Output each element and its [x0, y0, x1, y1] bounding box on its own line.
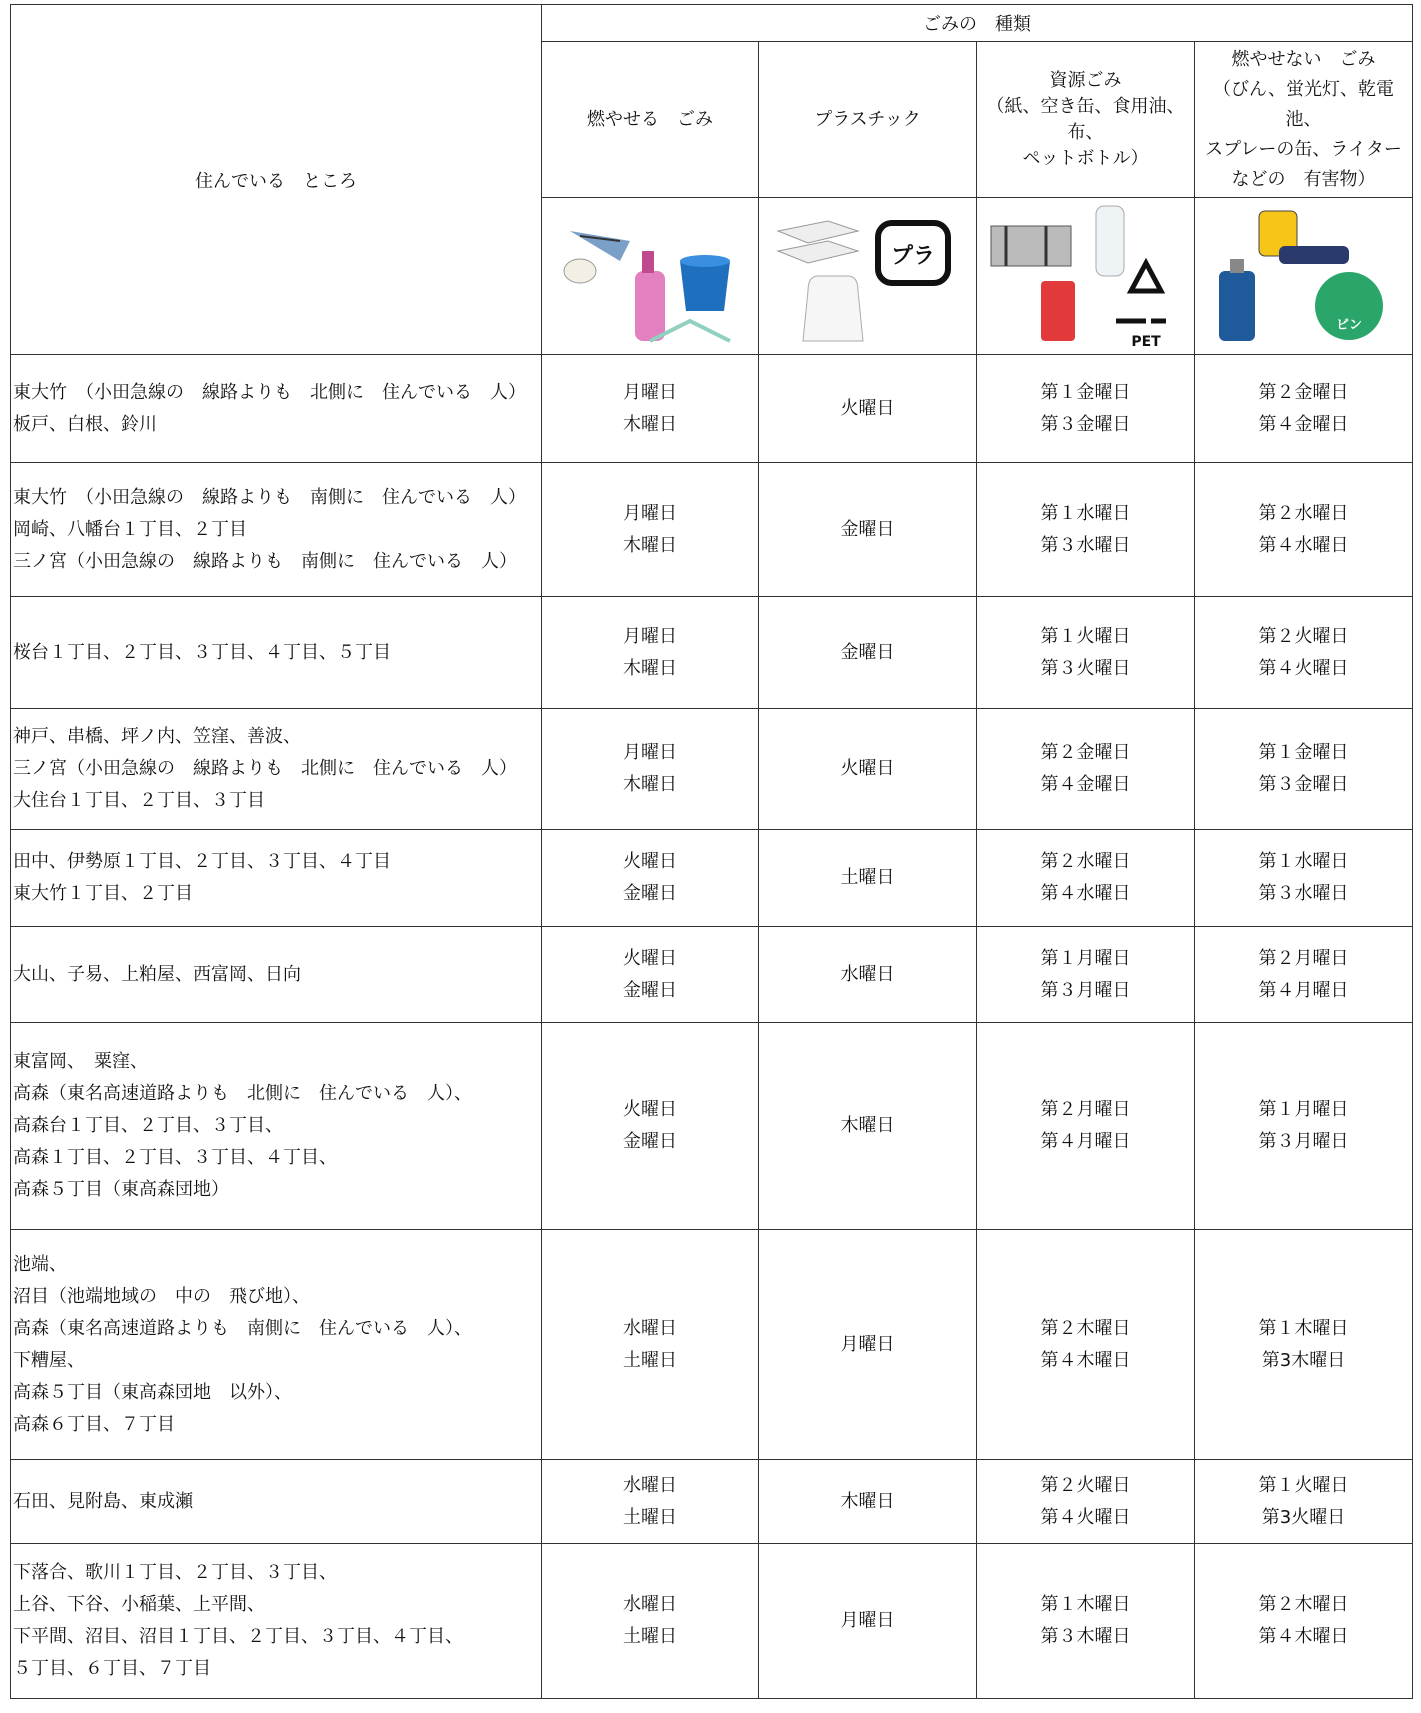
cell-text: 木曜日 — [623, 534, 677, 556]
burnable-day-cell — [542, 830, 759, 927]
table-row — [11, 1544, 1413, 1699]
cell-text: 桜台１丁目、２丁目、３丁目、４丁目、５丁目 — [13, 641, 391, 663]
cell-text: 木曜日 — [623, 657, 677, 679]
table-row — [11, 927, 1413, 1023]
resource-day-cell — [977, 709, 1195, 830]
cell-text: 土曜日 — [840, 867, 895, 888]
cell-text: 第３金曜日 — [1040, 413, 1131, 435]
cell-text: 第４月曜日 — [1040, 1131, 1131, 1152]
nonburnable-illustration — [1195, 198, 1413, 355]
table-row — [11, 1460, 1413, 1544]
plastic-day-cell — [759, 597, 977, 709]
cell-text: 第１水曜日 — [1258, 851, 1349, 872]
cell-text: 月曜日 — [840, 1610, 895, 1631]
cell-text: 高森（東名高速道路よりも 南側に 住んでいる 人）、 — [13, 1317, 472, 1339]
category-label: 燃やせない ごみ — [1231, 48, 1376, 70]
resource-illustration — [977, 198, 1195, 355]
cell-text: 第４月曜日 — [1258, 979, 1349, 1001]
nonburnable-items-icon — [1204, 201, 1404, 351]
cell-text: 水曜日 — [623, 1474, 677, 1496]
nonburnable-day-cell — [1195, 1460, 1413, 1544]
category-sub: スプレーの缶、ライター — [1205, 138, 1402, 160]
cell-text: 金曜日 — [623, 979, 677, 1001]
cell-text: 岡崎、八幡台１丁目、２丁目 — [13, 518, 247, 540]
cell-text: 池端、 — [13, 1253, 67, 1275]
resource-day-cell — [977, 463, 1195, 597]
cell-text: 下平間、沼目、沼目１丁目、２丁目、３丁目、４丁目、 — [13, 1626, 463, 1647]
cell-text: 第１水曜日 — [1040, 502, 1131, 524]
cell-text: 神戸、串橋、坪ノ内、笠窪、善波、 — [13, 726, 301, 747]
table-row — [11, 1230, 1413, 1460]
cell-text: 第２金曜日 — [1040, 742, 1131, 763]
table-row — [11, 597, 1413, 709]
area-cell — [11, 927, 542, 1023]
nonburnable-day-cell — [1195, 463, 1413, 597]
cell-text: 上谷、下谷、小稲葉、上平間、 — [13, 1594, 265, 1615]
cell-text: 三ノ宮（小田急線の 線路よりも 南側に 住んでいる 人） — [13, 550, 517, 572]
table-row — [11, 463, 1413, 597]
resource-day-cell — [977, 355, 1195, 463]
cell-text: 下落合、歌川１丁目、２丁目、３丁目、 — [13, 1562, 337, 1583]
cell-text: 水曜日 — [623, 1594, 677, 1615]
table-row — [11, 830, 1413, 927]
burnable-day-cell — [542, 597, 759, 709]
cell-text: 第１金曜日 — [1040, 381, 1131, 403]
cell-text: 東富岡、 粟窪、 — [13, 1051, 148, 1072]
garbage-schedule-table — [10, 4, 1413, 1699]
cell-text: 高森６丁目、７丁目 — [13, 1413, 175, 1435]
cell-text: 火曜日 — [840, 397, 895, 419]
cell-text: ５丁目、６丁目、７丁目 — [13, 1658, 211, 1679]
plastic-illustration — [759, 198, 977, 355]
cell-text: 木曜日 — [840, 1115, 895, 1136]
cell-text: 第３月曜日 — [1258, 1131, 1349, 1152]
nonburnable-day-cell — [1195, 1023, 1413, 1230]
cell-text: 金曜日 — [623, 1131, 677, 1152]
cell-text: 第３火曜日 — [1040, 657, 1131, 679]
cell-text: 土曜日 — [623, 1626, 677, 1647]
plastic-day-cell — [759, 1023, 977, 1230]
category-label: 燃やせる ごみ — [587, 108, 713, 130]
cell-text: 石田、見附島、東成瀬 — [13, 1490, 193, 1512]
cell-text: 第２水曜日 — [1258, 502, 1349, 524]
cell-text: 第３水曜日 — [1040, 534, 1131, 556]
cell-text: 火曜日 — [623, 1099, 677, 1120]
burnable-day-cell — [542, 1460, 759, 1544]
cell-text: 月曜日 — [623, 381, 677, 403]
cell-text: 水曜日 — [840, 963, 895, 985]
category-sub: （びん、蛍光灯、乾電池、 — [1212, 78, 1395, 130]
cell-text: 第４火曜日 — [1258, 657, 1349, 679]
cell-text: 金曜日 — [840, 641, 895, 663]
cell-text: 下糟屋、 — [13, 1349, 85, 1371]
area-column-header — [11, 5, 542, 355]
cell-text: 第3火曜日 — [1261, 1506, 1346, 1528]
plastic-day-cell — [759, 355, 977, 463]
cell-text: 第２木曜日 — [1258, 1594, 1349, 1615]
cell-text: 第１火曜日 — [1040, 625, 1131, 647]
cell-text: 高森５丁目（東高森団地） — [13, 1179, 229, 1200]
cell-text: 第１月曜日 — [1258, 1099, 1349, 1120]
category-sub: ペットボトル） — [1022, 147, 1149, 169]
cell-text: 第２月曜日 — [1258, 947, 1349, 969]
cell-text: 水曜日 — [623, 1317, 677, 1339]
cell-text: 木曜日 — [840, 1490, 895, 1512]
type-header-label: ごみの 種類 — [923, 14, 1031, 35]
cell-text: 第４水曜日 — [1040, 883, 1131, 904]
category-plastic — [759, 42, 977, 198]
resource-items-icon — [986, 201, 1186, 351]
category-label: プラスチック — [814, 108, 921, 130]
area-cell — [11, 597, 542, 709]
cell-text: 第１月曜日 — [1040, 947, 1131, 969]
bin-mark-label: ビン — [1335, 318, 1362, 333]
cell-text: 第４木曜日 — [1040, 1349, 1131, 1371]
cell-text: 火曜日 — [623, 947, 677, 969]
cell-text: 第3木曜日 — [1261, 1349, 1346, 1371]
nonburnable-day-cell — [1195, 1230, 1413, 1460]
cell-text: 第３水曜日 — [1258, 883, 1349, 904]
area-cell — [11, 355, 542, 463]
cell-text: 第１火曜日 — [1258, 1474, 1349, 1496]
resource-day-cell — [977, 1023, 1195, 1230]
area-cell — [11, 830, 542, 927]
cell-text: 第２月曜日 — [1040, 1099, 1131, 1120]
plastic-day-cell — [759, 1460, 977, 1544]
cell-text: 土曜日 — [623, 1349, 677, 1371]
plastic-day-cell — [759, 1230, 977, 1460]
cell-text: 第１金曜日 — [1258, 742, 1349, 763]
table-row — [11, 355, 1413, 463]
cell-text: 第３木曜日 — [1040, 1626, 1131, 1647]
area-cell — [11, 1230, 542, 1460]
cell-text: 第４火曜日 — [1040, 1506, 1131, 1528]
category-sub: （紙、空き缶、食用油、 — [986, 95, 1185, 117]
cell-text: 第２水曜日 — [1040, 851, 1131, 872]
cell-text: 板戸、白根、鈴川 — [13, 413, 157, 435]
cell-text: 東大竹 （小田急線の 線路よりも 北側に 住んでいる 人） — [13, 381, 526, 403]
burnable-day-cell — [542, 709, 759, 830]
nonburnable-day-cell — [1195, 1544, 1413, 1699]
cell-text: 火曜日 — [623, 851, 677, 872]
cell-text: 沼目（池端地域の 中の 飛び地）、 — [13, 1285, 310, 1307]
area-cell — [11, 463, 542, 597]
cell-text: 高森台１丁目、２丁目、３丁目、 — [13, 1115, 283, 1136]
cell-text: 第４金曜日 — [1040, 774, 1131, 795]
category-resource — [977, 42, 1195, 198]
resource-day-cell — [977, 1230, 1195, 1460]
resource-day-cell — [977, 1544, 1195, 1699]
cell-text: 月曜日 — [840, 1333, 895, 1355]
burnable-day-cell — [542, 1544, 759, 1699]
cell-text: 大住台１丁目、２丁目、３丁目 — [13, 790, 265, 811]
plastic-items-icon — [768, 201, 968, 351]
cell-text: 第４木曜日 — [1258, 1626, 1349, 1647]
cell-text: 第２金曜日 — [1258, 381, 1349, 403]
cell-text: 高森５丁目（東高森団地 以外）、 — [13, 1381, 292, 1403]
cell-text: 第３金曜日 — [1258, 774, 1349, 795]
plastic-day-cell — [759, 1544, 977, 1699]
cell-text: 高森１丁目、２丁目、３丁目、４丁目、 — [13, 1147, 337, 1168]
nonburnable-day-cell — [1195, 597, 1413, 709]
cell-text: 木曜日 — [623, 413, 677, 435]
cell-text: 東大竹 （小田急線の 線路よりも 南側に 住んでいる 人） — [13, 486, 526, 508]
cell-text: 第２火曜日 — [1258, 625, 1349, 647]
cell-text: 土曜日 — [623, 1506, 677, 1528]
resource-day-cell — [977, 1460, 1195, 1544]
cell-text: 高森（東名高速道路よりも 北側に 住んでいる 人）、 — [13, 1083, 472, 1104]
burnable-trash-icon — [550, 201, 750, 351]
category-sub: 布、 — [1067, 121, 1104, 143]
area-cell — [11, 709, 542, 830]
category-nonburnable — [1195, 42, 1413, 198]
nonburnable-day-cell — [1195, 709, 1413, 830]
area-cell — [11, 1460, 542, 1544]
nonburnable-day-cell — [1195, 355, 1413, 463]
plastic-day-cell — [759, 709, 977, 830]
cell-text: 金曜日 — [623, 883, 677, 904]
resource-day-cell — [977, 597, 1195, 709]
plastic-mark-label: プラ — [890, 244, 935, 269]
area-cell — [11, 1544, 542, 1699]
plastic-day-cell — [759, 463, 977, 597]
cell-text: 月曜日 — [623, 502, 677, 524]
category-sub: などの 有害物） — [1231, 168, 1376, 190]
cell-text: 第４水曜日 — [1258, 534, 1349, 556]
cell-text: 月曜日 — [623, 625, 677, 647]
cell-text: 木曜日 — [623, 774, 677, 795]
cell-text: 第２木曜日 — [1040, 1317, 1131, 1339]
cell-text: 三ノ宮（小田急線の 線路よりも 北側に 住んでいる 人） — [13, 758, 517, 779]
burnable-day-cell — [542, 1023, 759, 1230]
cell-text: 東大竹１丁目、２丁目 — [13, 883, 193, 904]
burnable-day-cell — [542, 463, 759, 597]
cell-text: 金曜日 — [840, 518, 895, 540]
burnable-day-cell — [542, 1230, 759, 1460]
nonburnable-day-cell — [1195, 830, 1413, 927]
cell-text: 第４金曜日 — [1258, 413, 1349, 435]
type-header — [542, 5, 1413, 42]
plastic-day-cell — [759, 830, 977, 927]
resource-day-cell — [977, 830, 1195, 927]
cell-text: 月曜日 — [623, 742, 677, 763]
burnable-illustration — [542, 198, 759, 355]
area-header-label: 住んでいる ところ — [195, 170, 357, 192]
table-row — [11, 1023, 1413, 1230]
cell-text: 第３月曜日 — [1040, 979, 1131, 1001]
category-label: 資源ごみ — [1049, 69, 1122, 91]
area-cell — [11, 1023, 542, 1230]
cell-text: 第１木曜日 — [1040, 1594, 1131, 1615]
pet-mark-label: PET — [1130, 334, 1161, 350]
table-row — [11, 709, 1413, 830]
burnable-day-cell — [542, 927, 759, 1023]
cell-text: 第１木曜日 — [1258, 1317, 1349, 1339]
resource-day-cell — [977, 927, 1195, 1023]
plastic-day-cell — [759, 927, 977, 1023]
category-burnable — [542, 42, 759, 198]
nonburnable-day-cell — [1195, 927, 1413, 1023]
cell-text: 大山、子易、上粕屋、西富岡、日向 — [13, 963, 301, 985]
cell-text: 第２火曜日 — [1040, 1474, 1131, 1496]
cell-text: 火曜日 — [840, 758, 895, 779]
burnable-day-cell — [542, 355, 759, 463]
cell-text: 田中、伊勢原１丁目、２丁目、３丁目、４丁目 — [13, 851, 391, 872]
